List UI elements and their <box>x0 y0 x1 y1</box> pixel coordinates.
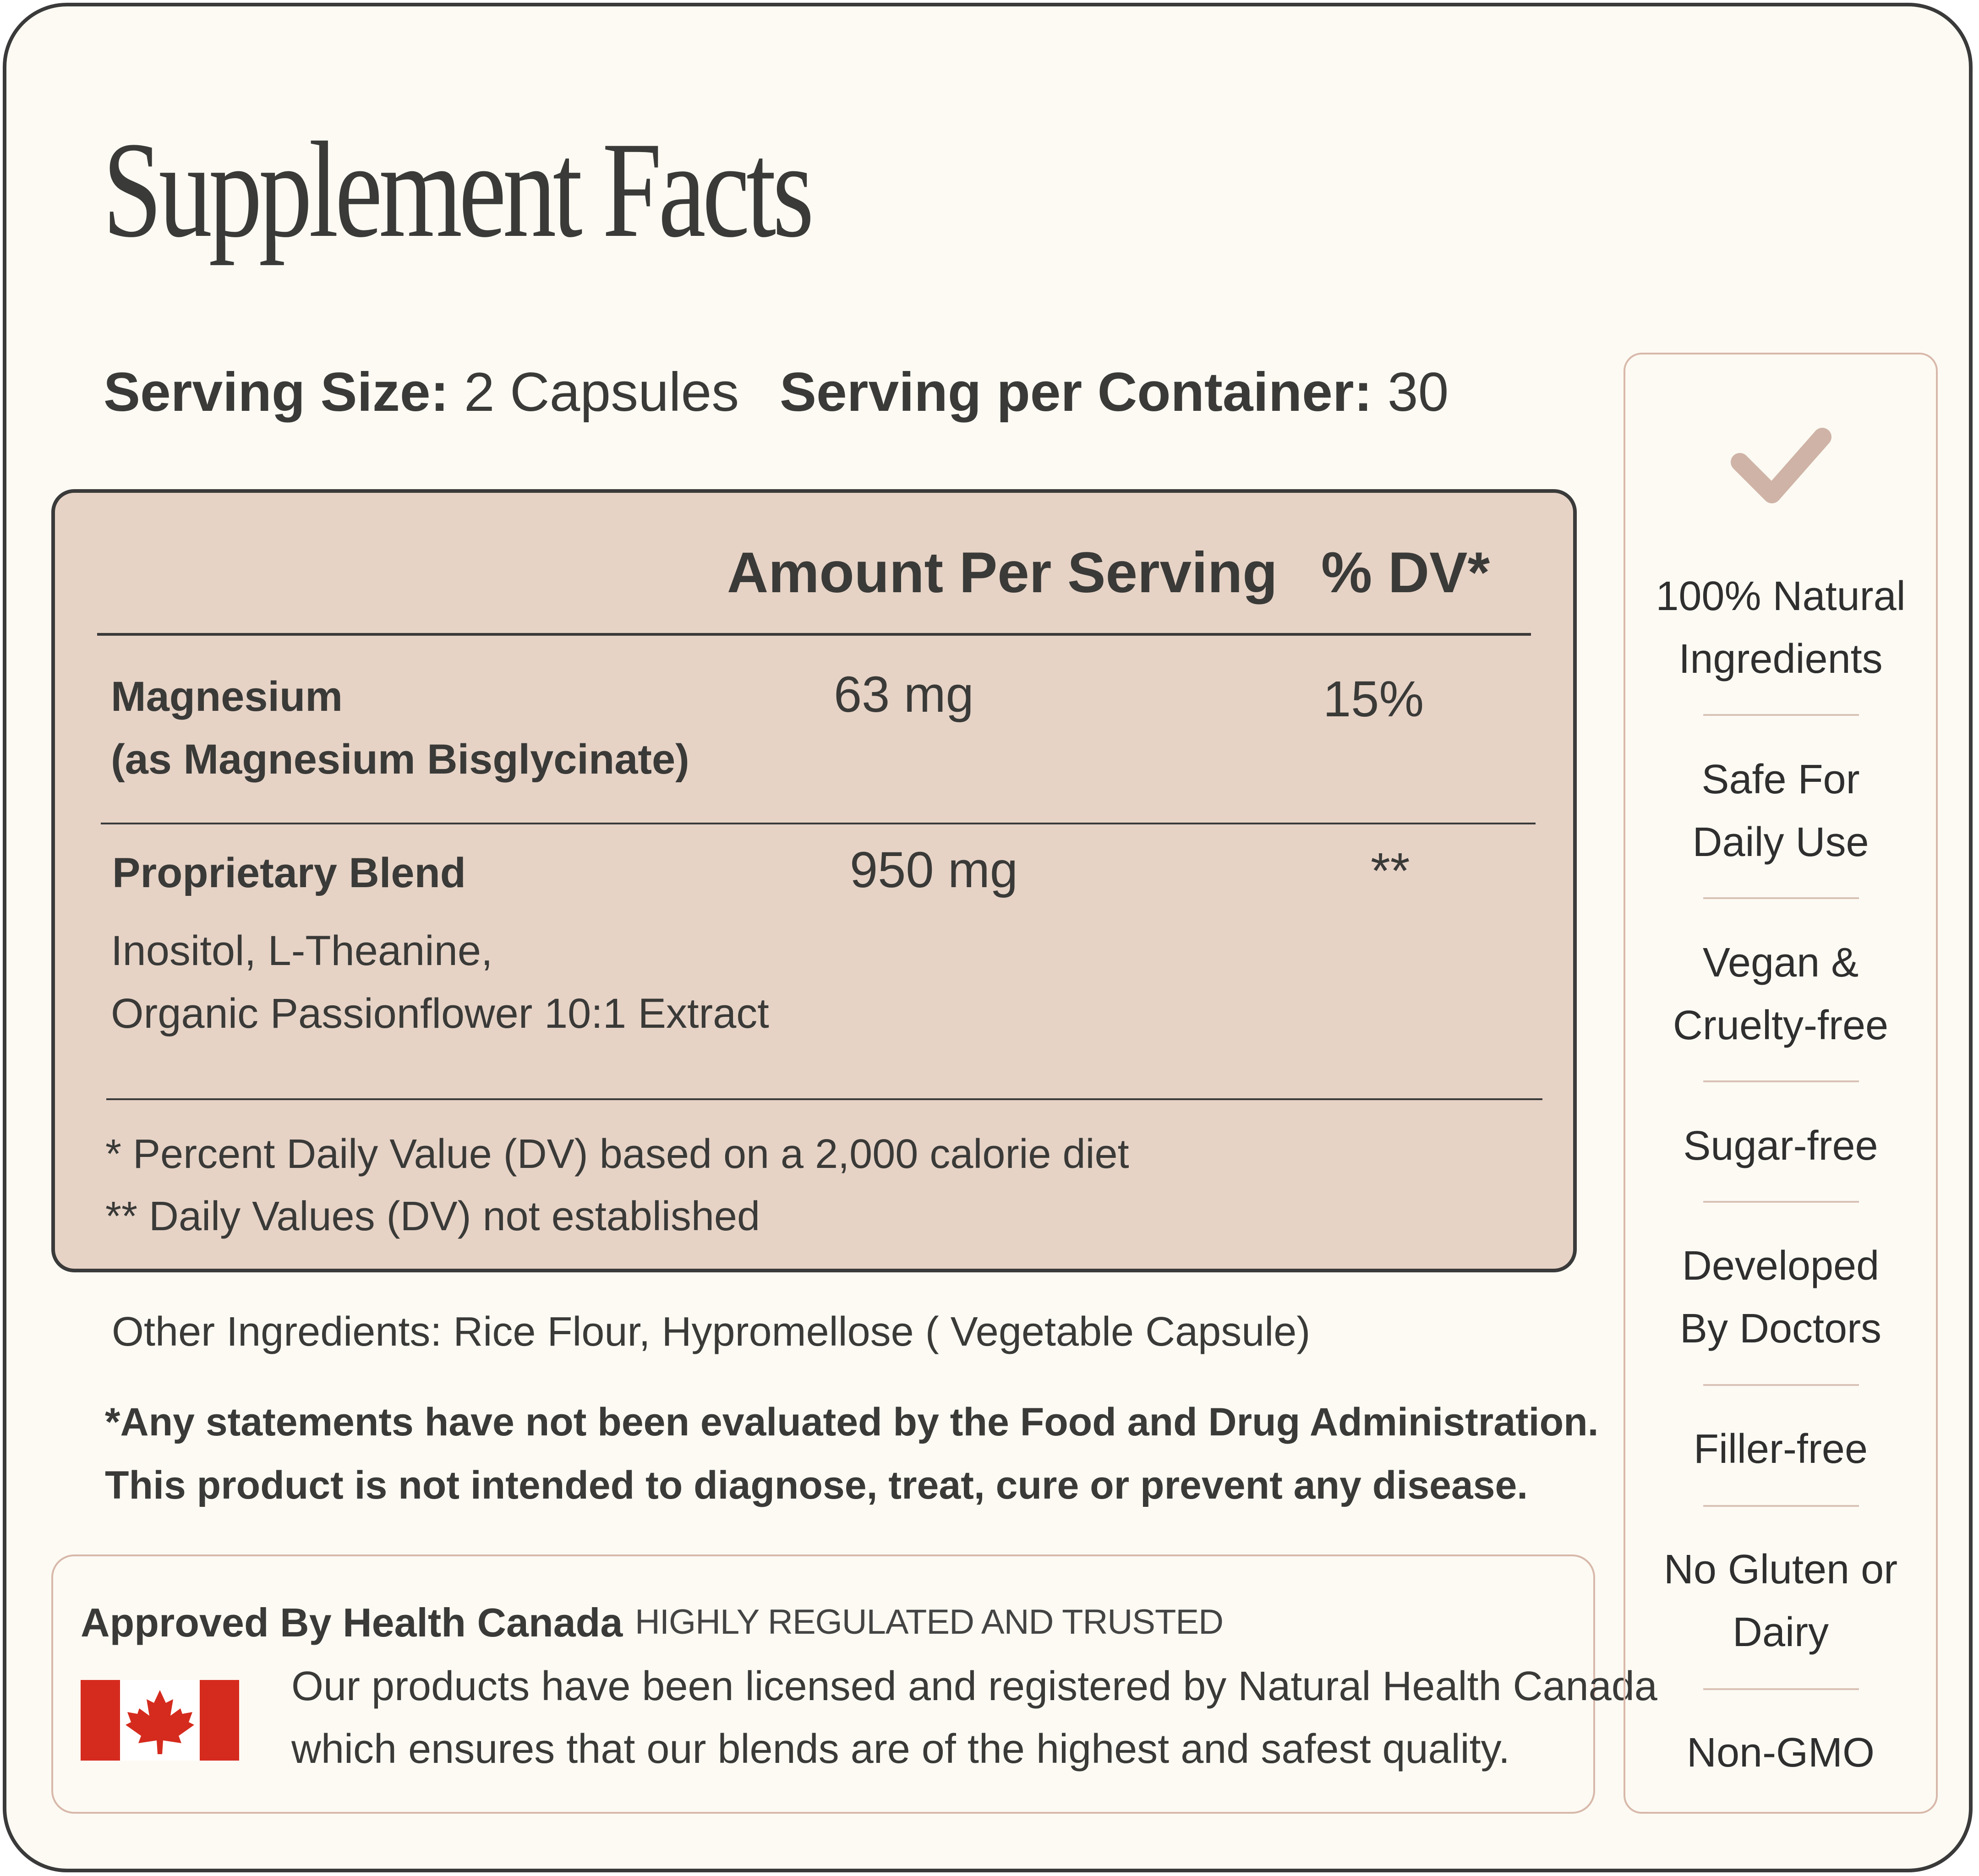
badge-line1: Filler-free <box>1693 1426 1868 1472</box>
badge-divider <box>1703 1384 1859 1386</box>
badge-divider <box>1703 1201 1859 1203</box>
badge-no-gluten-dairy <box>1625 1538 1936 1664</box>
badge-line2: Cruelty-free <box>1673 1003 1889 1048</box>
amount-magnesium: 63 mg <box>834 666 974 723</box>
badges-panel <box>1624 353 1938 1814</box>
fda-disclaimer-line1: *Any statements have not been evaluated by the Food and Drug Administration. <box>105 1400 1599 1444</box>
footnote-not-established: ** Daily Values (DV) not established <box>105 1194 760 1239</box>
badge-line1: Safe For <box>1701 757 1860 802</box>
badge-line1: No Gluten or <box>1663 1547 1898 1592</box>
column-header-amount: Amount Per Serving <box>727 541 1278 605</box>
badge-line2: Ingredients <box>1678 636 1883 682</box>
badge-divider <box>1703 1505 1859 1507</box>
badge-line2: By Doctors <box>1679 1306 1882 1352</box>
serving-per-container <box>780 359 1449 425</box>
health-canada-title: Approved By Health Canada <box>81 1600 623 1645</box>
footnote-dv: * Percent Daily Value (DV) based on a 2,000 calorie diet <box>105 1131 1129 1177</box>
badge-line2: Daily Use <box>1692 819 1869 865</box>
row-divider <box>101 823 1536 824</box>
amount-blend: 950 mg <box>850 842 1018 898</box>
badge-divider <box>1703 897 1859 899</box>
dv-magnesium: 15% <box>1323 671 1424 727</box>
badge-divider <box>1703 714 1859 716</box>
footnote-divider <box>106 1098 1542 1100</box>
checkmark-icon <box>1726 419 1836 510</box>
serving-per-container-label: Serving per Container: <box>780 361 1372 423</box>
badge-line1: Non-GMO <box>1686 1730 1875 1776</box>
column-header-dv: % DV* <box>1321 541 1490 605</box>
badge-line1: Developed <box>1682 1243 1880 1289</box>
nutrient-name-blend: Proprietary Blend <box>112 850 466 896</box>
badge-safe-daily-use <box>1625 748 1936 874</box>
supplement-facts-card <box>3 3 1973 1872</box>
health-canada-text-line1: Our products have been licensed and registered by Natural Health Canada <box>291 1663 1657 1709</box>
badge-line1: Vegan & <box>1702 940 1859 986</box>
health-canada-subtitle: HIGHLY REGULATED AND TRUSTED <box>635 1603 1223 1642</box>
nutrient-name-magnesium: Magnesium <box>111 673 343 720</box>
health-canada-panel <box>51 1554 1657 1814</box>
badge-line1: Sugar-free <box>1683 1123 1878 1169</box>
other-ingredients: Other Ingredients: Rice Flour, Hypromellose ( Vegetable Capsule) <box>112 1309 1311 1355</box>
nutrient-sub-magnesium: (as Magnesium Bisglycinate) <box>111 736 689 783</box>
facts-table <box>51 489 1577 1272</box>
blend-ingredients-line2: Organic Passionflower 10:1 Extract <box>111 990 769 1037</box>
page-title: Supplement Facts <box>103 114 811 266</box>
badge-line1: 100% Natural <box>1656 573 1906 619</box>
fda-disclaimer-line2: This product is not intended to diagnose, treat, cure or prevent any disease. <box>105 1463 1528 1507</box>
badge-vegan-cruelty-free <box>1625 932 1936 1057</box>
badge-divider <box>1703 1688 1859 1690</box>
badge-sugar-free <box>1625 1115 1936 1178</box>
badge-filler-free <box>1625 1418 1936 1481</box>
health-canada-text-line2: which ensures that our blends are of the highest and safest quality. <box>291 1726 1510 1772</box>
serving-size-value: 2 Capsules <box>464 361 739 423</box>
badge-natural-ingredients <box>1625 565 1936 691</box>
serving-size-label: Serving Size: <box>104 361 449 423</box>
canada-flag-icon <box>81 1680 239 1761</box>
badge-line2: Dairy <box>1732 1609 1829 1655</box>
serving-per-container-value: 30 <box>1387 361 1449 423</box>
serving-size <box>104 359 739 425</box>
badge-non-gmo <box>1625 1722 1936 1784</box>
badge-developed-by-doctors <box>1625 1235 1936 1360</box>
badge-divider <box>1703 1080 1859 1082</box>
blend-ingredients-line1: Inositol, L-Theanine, <box>111 927 493 974</box>
header-divider <box>97 633 1531 636</box>
dv-blend: ** <box>1371 843 1410 899</box>
